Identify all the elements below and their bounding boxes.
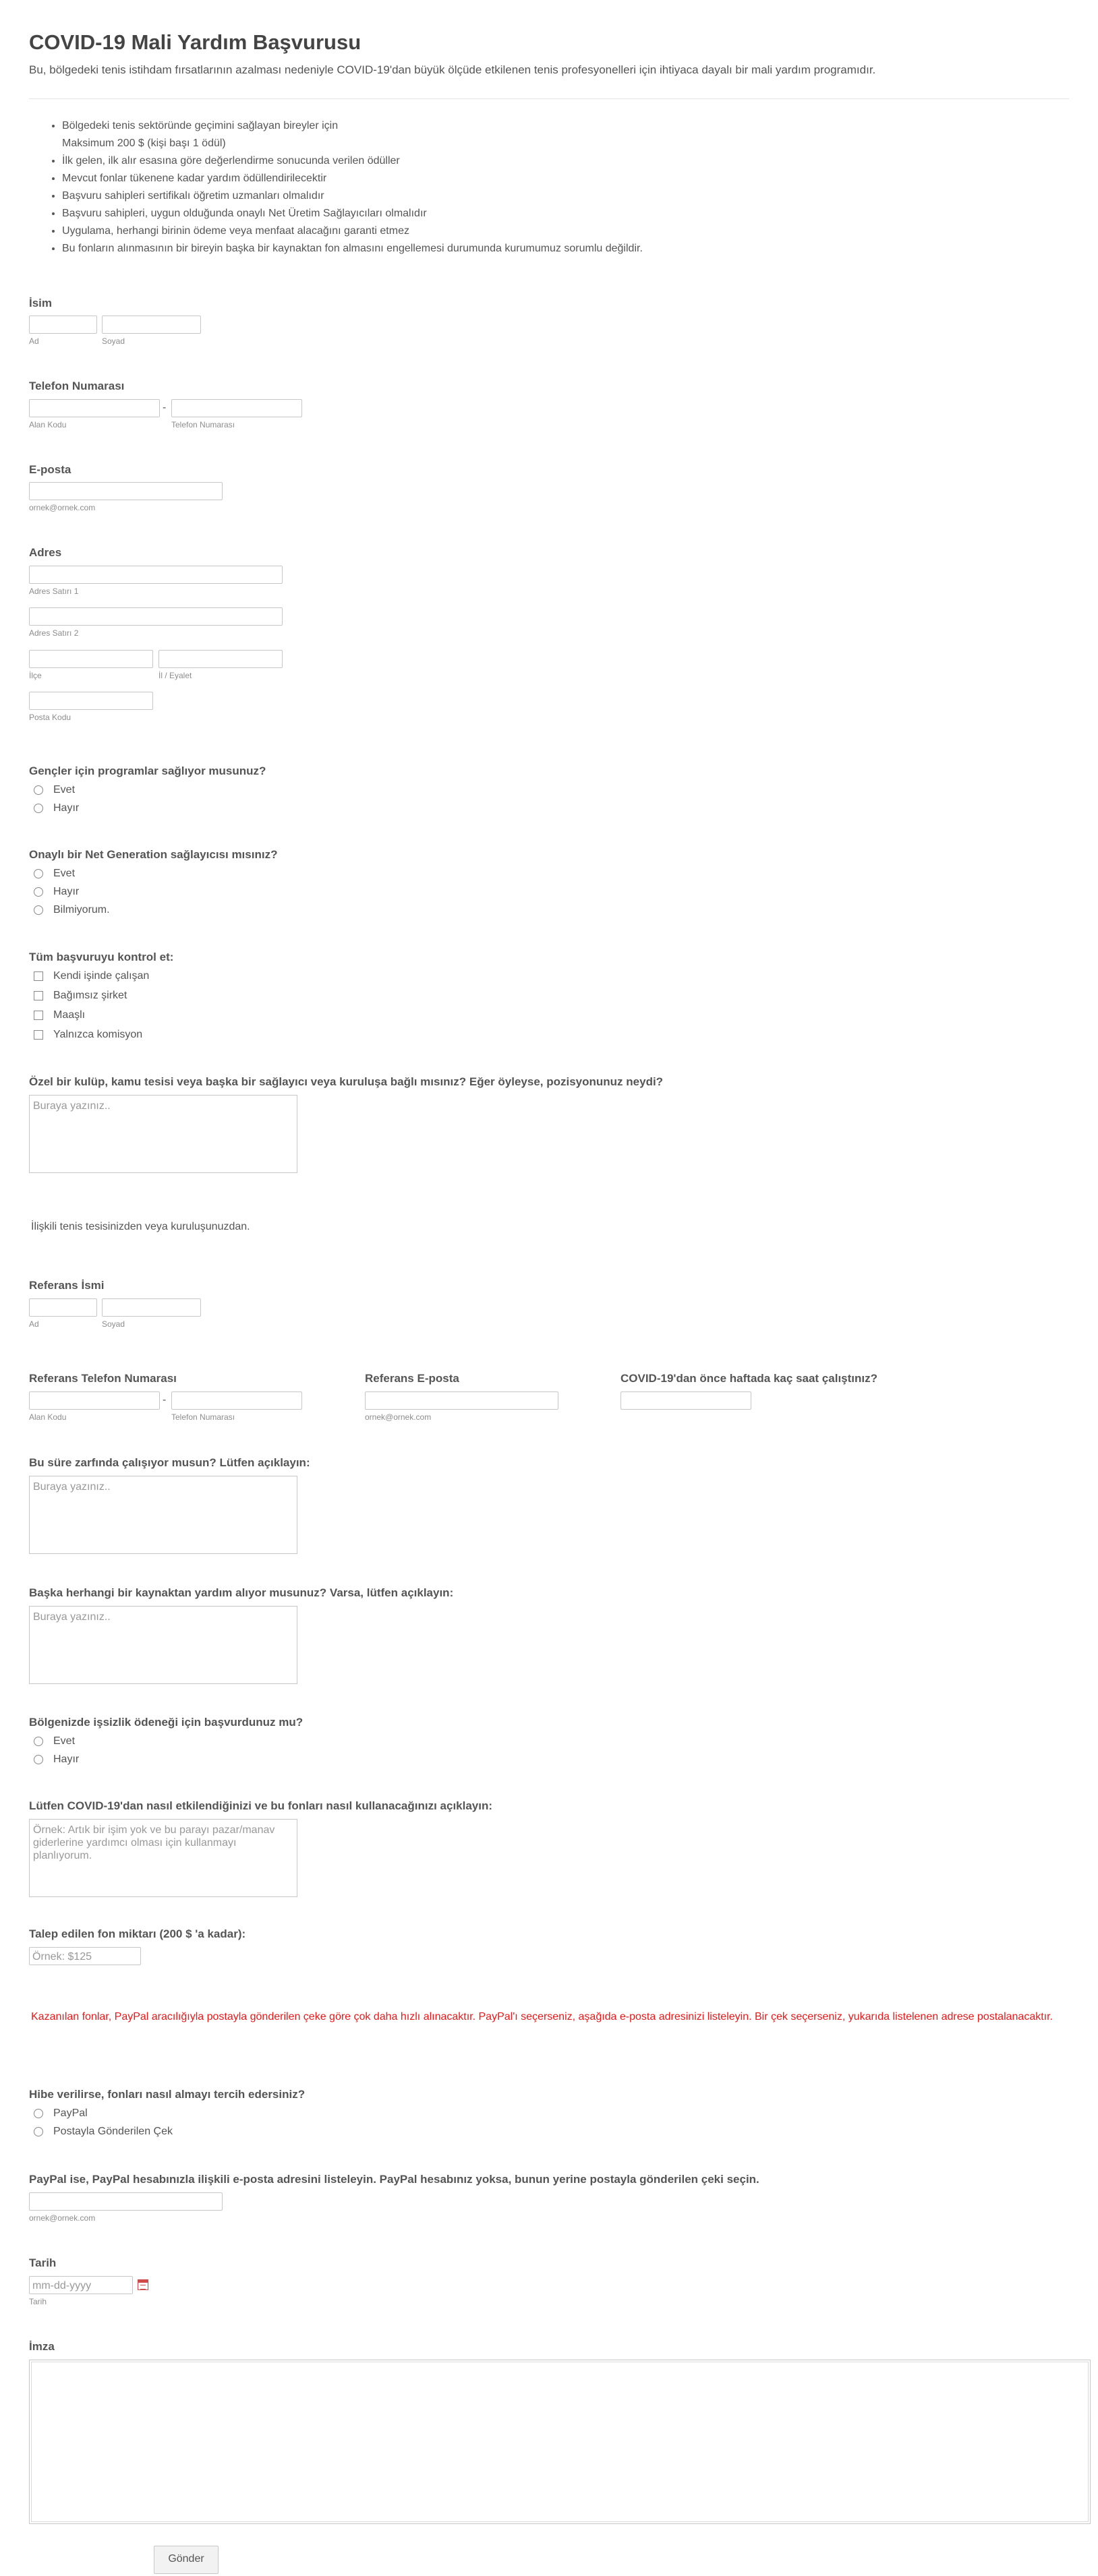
state-input[interactable]	[158, 650, 283, 668]
phone-number-input[interactable]	[171, 399, 302, 417]
independent-company-label[interactable]: Bağımsız şirket	[53, 990, 127, 1001]
reference-intro-text: İlişkili tenis tesisinizden veya kuruluşunuzdan.	[31, 1221, 250, 1232]
email-label: E-posta	[29, 463, 71, 476]
self-employed-checkbox[interactable]	[34, 971, 43, 981]
address-line2-sublabel: Adres Satırı 2	[29, 628, 79, 638]
other-aid-label: Başka herhangi bir kaynaktan yardım alıyor musunuz? Varsa, lütfen açıklayın:	[29, 1586, 454, 1599]
amount-label: Talep edilen fon miktarı (200 $ 'a kadar):	[29, 1927, 246, 1940]
unemployment-no-label[interactable]: Hayır	[53, 1754, 80, 1765]
netgen-unknown-radio[interactable]	[34, 905, 43, 915]
youth-no-label[interactable]: Hayır	[53, 802, 80, 814]
netgen-label: Onaylı bir Net Generation sağlayıcısı mısınız?	[29, 848, 278, 861]
hours-input[interactable]	[620, 1391, 751, 1410]
unemployment-label: Bölgenizde işsizlik ödeneği için başvurdunuz mu?	[29, 1716, 304, 1729]
calendar-icon[interactable]	[138, 2279, 148, 2290]
paypal-email-label: PayPal ise, PayPal hesabınızla ilişkili e-posta adresini listeleyin. PayPal hesabınız yoksa, bunun yerine postayla gönderilen çeki seçin.	[29, 2173, 759, 2186]
netgen-yes-radio[interactable]	[34, 869, 43, 878]
last-name-input[interactable]	[102, 316, 201, 334]
youth-yes-label[interactable]: Evet	[53, 784, 76, 796]
date-input[interactable]: mm-dd-yyyy	[29, 2276, 133, 2294]
address-line2-input[interactable]	[29, 607, 283, 626]
affiliation-textarea[interactable]: Buraya yazınız..	[29, 1095, 297, 1173]
payment-notice: Kazanılan fonlar, PayPal aracılığıyla postayla gönderilen çeke göre çok daha hızlı alınacaktır. PayPal'ı seçerseniz, aşağıda e-posta adresinizi listeleyin. Bir çek seçerseniz, yukarıda listelenen adrese postalanacaktır.	[31, 2011, 1053, 2023]
criteria-item: • Bu fonların alınmasının bir bireyin başka bir kaynaktan fon almasını engellemesi durumunda kurumumuz sorumlu değildir.	[62, 240, 643, 258]
state-sublabel: İl / Eyalet	[158, 671, 192, 680]
area-code-input[interactable]	[29, 399, 160, 417]
unemployment-yes-label[interactable]: Evet	[53, 1735, 76, 1747]
reference-last-name-input[interactable]	[102, 1298, 201, 1317]
mailed-check-radio[interactable]	[34, 2127, 43, 2136]
date-sublabel: Tarih	[29, 2297, 47, 2306]
netgen-no-radio[interactable]	[34, 887, 43, 897]
netgen-yes-label[interactable]: Evet	[53, 868, 76, 879]
phone-label: Telefon Numarası	[29, 380, 125, 392]
district-sublabel: İlçe	[29, 671, 42, 680]
hours-label: COVID-19'dan önce haftada kaç saat çalıştınız?	[620, 1372, 877, 1385]
criteria-item: • Mevcut fonlar tükenene kadar yardım ödüllendirilecektir	[62, 170, 643, 187]
reference-first-name-input[interactable]	[29, 1298, 97, 1317]
payment-method-label: Hibe verilirse, fonları nasıl almayı tercih edersiniz?	[29, 2088, 306, 2101]
email-input[interactable]	[29, 482, 223, 500]
date-label: Tarih	[29, 2256, 57, 2269]
page-title: COVID-19 Mali Yardım Başvurusu	[29, 30, 362, 54]
page-subtitle: Bu, bölgedeki tenis istihdam fırsatlarının azalması nedeniyle COVID-19'dan büyük ölçüde etkilenen tenis profesyonelleri için ihtiyaca dayalı bir mali yardım programıdır.	[29, 63, 876, 76]
address-line1-input[interactable]	[29, 566, 283, 584]
phone-dash: -	[163, 402, 167, 413]
divider	[29, 98, 1069, 99]
reference-last-name-sublabel: Soyad	[102, 1319, 125, 1329]
mailed-check-option-label[interactable]: Postayla Gönderilen Çek	[53, 2126, 173, 2137]
unemployment-no-radio[interactable]	[34, 1755, 43, 1764]
reference-area-code-input[interactable]	[29, 1391, 160, 1410]
criteria-item: • Uygulama, herhangi birinin ödeme veya menfaat alacağını garanti etmez	[62, 222, 643, 240]
impact-textarea[interactable]: Örnek: Artık bir işim yok ve bu parayı pazar/manav giderlerine yardımcı olması için kullanmayı planlıyorum.	[29, 1819, 297, 1897]
criteria-item: • Başvuru sahipleri sertifikalı öğretim uzmanları olmalıdır	[62, 187, 643, 205]
reference-phone-dash: -	[163, 1394, 167, 1406]
criteria-item: • Başvuru sahipleri, uygun olduğunda onaylı Net Üretim Sağlayıcıları olmalıdır	[62, 205, 643, 222]
reference-email-label: Referans E-posta	[365, 1372, 459, 1385]
address-line1-sublabel: Adres Satırı 1	[29, 587, 79, 596]
last-name-sublabel: Soyad	[102, 336, 125, 346]
district-input[interactable]	[29, 650, 153, 668]
reference-phone-label: Referans Telefon Numarası	[29, 1372, 177, 1385]
independent-company-checkbox[interactable]	[34, 991, 43, 1000]
netgen-unknown-label[interactable]: Bilmiyorum.	[53, 904, 110, 916]
paypal-email-sublabel: ornek@ornek.com	[29, 2213, 96, 2223]
commission-only-label[interactable]: Yalnızca komisyon	[53, 1029, 143, 1040]
salaried-label[interactable]: Maaşlı	[53, 1009, 86, 1021]
youth-programs-label: Gençler için programlar sağlıyor musunuz?	[29, 765, 266, 777]
self-employed-label[interactable]: Kendi işinde çalışan	[53, 970, 150, 982]
paypal-radio[interactable]	[34, 2109, 43, 2118]
reference-first-name-sublabel: Ad	[29, 1319, 39, 1329]
submit-button[interactable]: Gönder	[154, 2546, 219, 2574]
paypal-email-input[interactable]	[29, 2192, 223, 2211]
paypal-option-label[interactable]: PayPal	[53, 2107, 88, 2119]
name-label: İsim	[29, 297, 53, 309]
email-sublabel: ornek@ornek.com	[29, 503, 96, 512]
netgen-no-label[interactable]: Hayır	[53, 886, 80, 897]
reference-email-input[interactable]	[365, 1391, 558, 1410]
other-aid-textarea[interactable]: Buraya yazınız..	[29, 1606, 297, 1684]
salaried-checkbox[interactable]	[34, 1011, 43, 1020]
phone-number-sublabel: Telefon Numarası	[171, 420, 235, 429]
signature-pad-inner	[31, 2362, 1089, 2522]
reference-phone-sublabel: Telefon Numarası	[171, 1412, 235, 1422]
criteria-list	[40, 117, 643, 258]
affiliation-label: Özel bir kulüp, kamu tesisi veya başka bir sağlayıcı veya kuruluşa bağlı mısınız? Eğer öyleyse, pozisyonunuz neydi?	[29, 1075, 664, 1088]
status-label: Tüm başvuruyu kontrol et:	[29, 951, 174, 963]
signature-label: İmza	[29, 2340, 55, 2353]
first-name-sublabel: Ad	[29, 336, 39, 346]
reference-email-sublabel: ornek@ornek.com	[365, 1412, 432, 1422]
zip-sublabel: Posta Kodu	[29, 713, 71, 722]
commission-only-checkbox[interactable]	[34, 1030, 43, 1040]
criteria-item: • İlk gelen, ilk alır esasına göre değerlendirme sonucunda verilen ödüller	[62, 152, 643, 170]
impact-label: Lütfen COVID-19'dan nasıl etkilendiğinizi ve bu fonları nasıl kullanacağınızı açıklayın:	[29, 1799, 493, 1812]
amount-input[interactable]: Örnek: $125	[29, 1947, 141, 1965]
criteria-item: • Bölgedeki tenis sektöründe geçimini sağlayan bireyler için Maksimum 200 $ (kişi başı 1 ödül)	[62, 117, 643, 152]
unemployment-yes-radio[interactable]	[34, 1737, 43, 1746]
youth-no-radio[interactable]	[34, 804, 43, 813]
first-name-input[interactable]	[29, 316, 97, 334]
youth-yes-radio[interactable]	[34, 785, 43, 795]
reference-area-code-sublabel: Alan Kodu	[29, 1412, 67, 1422]
address-label: Adres	[29, 546, 62, 559]
signature-pad[interactable]	[29, 2360, 1091, 2524]
reference-phone-input[interactable]	[171, 1391, 302, 1410]
working-textarea[interactable]: Buraya yazınız..	[29, 1476, 297, 1554]
working-label: Bu süre zarfında çalışıyor musun? Lütfen açıklayın:	[29, 1456, 310, 1469]
area-code-sublabel: Alan Kodu	[29, 420, 67, 429]
reference-name-label: Referans İsmi	[29, 1279, 105, 1292]
zip-input[interactable]	[29, 692, 153, 710]
